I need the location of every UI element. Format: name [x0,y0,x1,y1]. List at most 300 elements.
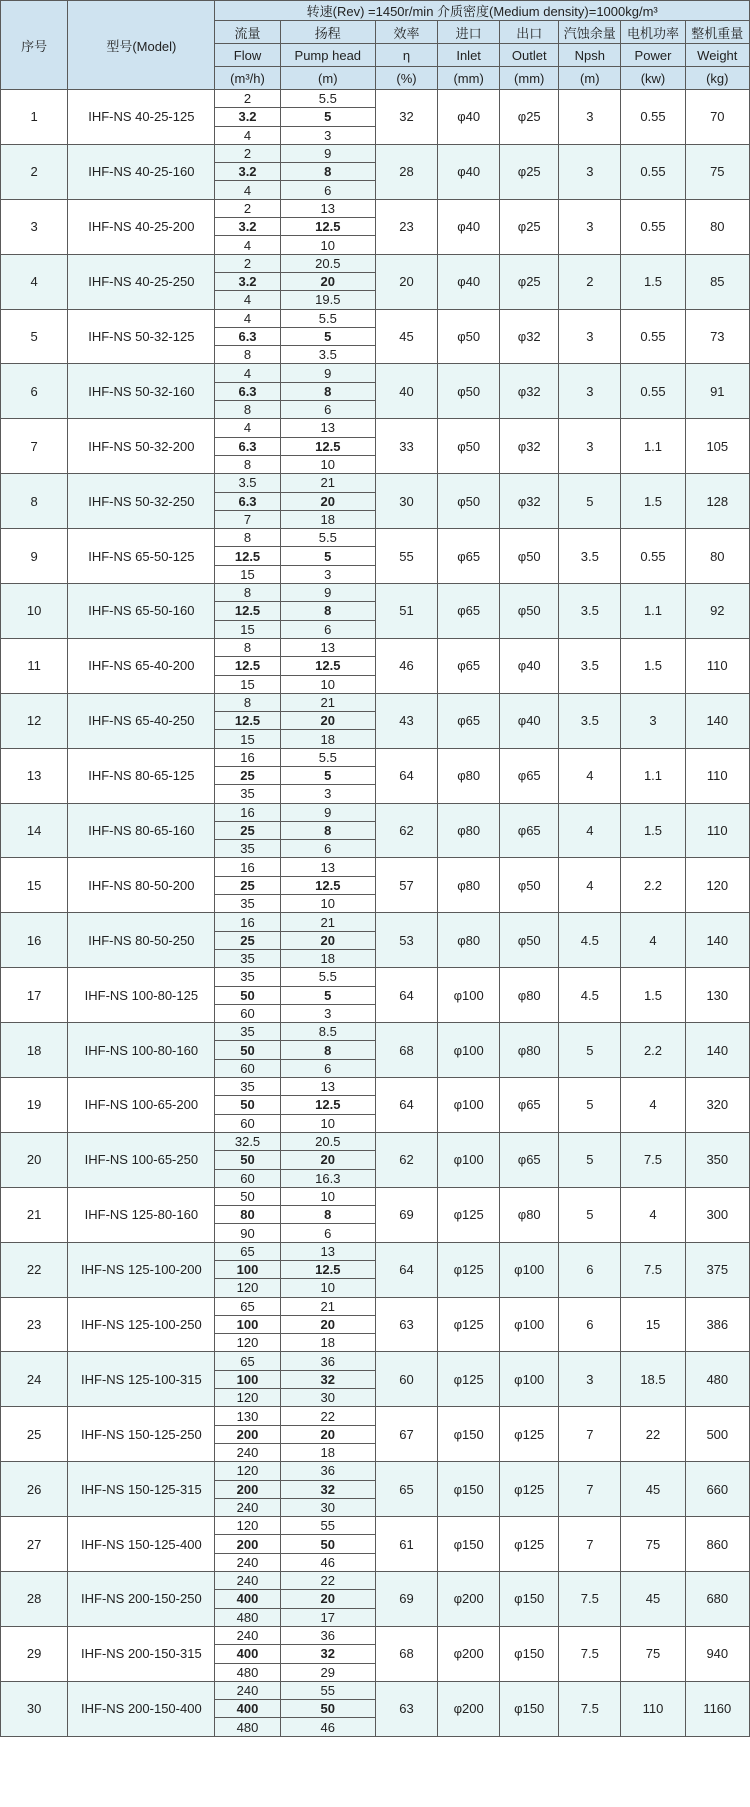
cell-outlet: φ80 [500,968,559,1023]
cell-head: 10 [280,455,375,473]
cell-eff: 69 [375,1187,437,1242]
cell-head: 5.5 [280,529,375,547]
cell-power: 4 [621,913,685,968]
cell-flow: 35 [215,1023,280,1041]
cell-flow: 4 [215,419,280,437]
cell-power: 1.5 [621,254,685,309]
cell-flow: 100 [215,1370,280,1388]
cell-power: 2.2 [621,858,685,913]
table-row [1,913,750,931]
cell-inlet: φ150 [438,1462,500,1517]
cell-power: 75 [621,1626,685,1681]
cell-outlet: φ100 [500,1352,559,1407]
cell-weight: 500 [685,1407,749,1462]
cell-seq: 15 [1,858,68,913]
cell-npsh: 3 [559,419,621,474]
cell-seq: 27 [1,1517,68,1572]
cell-head: 22 [280,1407,375,1425]
cell-model: IHF-NS 200-150-250 [68,1572,215,1627]
cell-seq: 23 [1,1297,68,1352]
header-eff-cn: 效率 [375,21,437,44]
cell-npsh: 3.5 [559,693,621,748]
cell-model: IHF-NS 80-65-160 [68,803,215,858]
cell-model: IHF-NS 80-65-125 [68,748,215,803]
cell-outlet: φ50 [500,584,559,639]
cell-eff: 53 [375,913,437,968]
cell-seq: 1 [1,90,68,145]
cell-eff: 43 [375,693,437,748]
cell-npsh: 4.5 [559,968,621,1023]
cell-power: 7.5 [621,1242,685,1297]
cell-flow: 16 [215,913,280,931]
cell-head: 20 [280,712,375,730]
cell-eff: 61 [375,1517,437,1572]
cell-seq: 2 [1,144,68,199]
cell-model: IHF-NS 150-125-250 [68,1407,215,1462]
cell-flow: 3.2 [215,163,280,181]
cell-head: 8 [280,163,375,181]
cell-weight: 92 [685,584,749,639]
cell-flow: 15 [215,565,280,583]
cell-weight: 320 [685,1078,749,1133]
cell-power: 0.55 [621,144,685,199]
cell-seq: 10 [1,584,68,639]
cell-npsh: 7.5 [559,1626,621,1681]
cell-weight: 110 [685,638,749,693]
cell-power: 45 [621,1572,685,1627]
cell-head: 50 [280,1700,375,1718]
header-seq: 序号 [1,1,68,90]
cell-weight: 120 [685,858,749,913]
table-row [1,90,750,108]
cell-weight: 110 [685,803,749,858]
cell-inlet: φ40 [438,199,500,254]
cell-flow: 130 [215,1407,280,1425]
cell-head: 8.5 [280,1023,375,1041]
cell-model: IHF-NS 65-50-160 [68,584,215,639]
header-weight-unit: (kg) [685,67,749,90]
cell-model: IHF-NS 50-32-200 [68,419,215,474]
cell-head: 22 [280,1572,375,1590]
cell-flow: 50 [215,1151,280,1169]
cell-eff: 64 [375,748,437,803]
cell-flow: 50 [215,1041,280,1059]
cell-power: 2.2 [621,1023,685,1078]
cell-eff: 51 [375,584,437,639]
cell-seq: 3 [1,199,68,254]
cell-outlet: φ32 [500,474,559,529]
header-inlet-en: Inlet [438,44,500,67]
cell-outlet: φ40 [500,693,559,748]
cell-head: 20 [280,1425,375,1443]
cell-weight: 860 [685,1517,749,1572]
table-row [1,474,750,492]
cell-flow: 16 [215,748,280,766]
cell-outlet: φ150 [500,1681,559,1736]
cell-model: IHF-NS 200-150-400 [68,1681,215,1736]
cell-power: 1.5 [621,638,685,693]
cell-seq: 18 [1,1023,68,1078]
cell-seq: 29 [1,1626,68,1681]
cell-head: 6 [280,181,375,199]
table-row [1,968,750,986]
cell-head: 20 [280,1590,375,1608]
header-outlet-en: Outlet [500,44,559,67]
cell-model: IHF-NS 100-80-160 [68,1023,215,1078]
cell-npsh: 5 [559,1078,621,1133]
cell-inlet: φ40 [438,144,500,199]
cell-flow: 120 [215,1279,280,1297]
cell-outlet: φ100 [500,1297,559,1352]
cell-model: IHF-NS 65-50-125 [68,529,215,584]
cell-outlet: φ32 [500,309,559,364]
cell-outlet: φ150 [500,1572,559,1627]
cell-seq: 6 [1,364,68,419]
cell-seq: 17 [1,968,68,1023]
cell-head: 6 [280,401,375,419]
cell-head: 55 [280,1517,375,1535]
cell-npsh: 4.5 [559,913,621,968]
cell-eff: 62 [375,803,437,858]
table-header [1,1,750,90]
cell-power: 4 [621,1187,685,1242]
cell-inlet: φ50 [438,474,500,529]
cell-head: 20.5 [280,1132,375,1150]
cell-model: IHF-NS 100-65-200 [68,1078,215,1133]
cell-npsh: 7.5 [559,1681,621,1736]
cell-flow: 3.2 [215,108,280,126]
cell-head: 18 [280,1334,375,1352]
cell-power: 1.1 [621,419,685,474]
cell-eff: 28 [375,144,437,199]
cell-flow: 200 [215,1480,280,1498]
cell-head: 8 [280,602,375,620]
cell-flow: 400 [215,1645,280,1663]
cell-flow: 15 [215,730,280,748]
cell-inlet: φ65 [438,638,500,693]
cell-outlet: φ80 [500,1023,559,1078]
header-head-unit: (m) [280,67,375,90]
cell-outlet: φ125 [500,1407,559,1462]
cell-flow: 7 [215,510,280,528]
cell-head: 13 [280,199,375,217]
cell-inlet: φ65 [438,584,500,639]
cell-weight: 386 [685,1297,749,1352]
header-inlet-unit: (mm) [438,67,500,90]
cell-head: 12.5 [280,657,375,675]
table-row [1,1517,750,1535]
cell-head: 9 [280,364,375,382]
cell-power: 1.1 [621,748,685,803]
cell-inlet: φ200 [438,1681,500,1736]
cell-flow: 4 [215,126,280,144]
cell-head: 3 [280,126,375,144]
header-power-unit: (kw) [621,67,685,90]
cell-seq: 20 [1,1132,68,1187]
cell-flow: 120 [215,1389,280,1407]
header-outlet-unit: (mm) [500,67,559,90]
cell-inlet: φ40 [438,254,500,309]
cell-seq: 21 [1,1187,68,1242]
header-outlet-cn: 出口 [500,21,559,44]
cell-flow: 200 [215,1535,280,1553]
cell-outlet: φ32 [500,364,559,419]
cell-flow: 60 [215,1114,280,1132]
cell-npsh: 5 [559,474,621,529]
cell-model: IHF-NS 50-32-250 [68,474,215,529]
cell-flow: 6.3 [215,327,280,345]
cell-inlet: φ125 [438,1352,500,1407]
cell-flow: 120 [215,1462,280,1480]
cell-weight: 105 [685,419,749,474]
cell-head: 12.5 [280,218,375,236]
table-row [1,254,750,272]
cell-flow: 60 [215,1169,280,1187]
cell-outlet: φ125 [500,1462,559,1517]
cell-inlet: φ65 [438,693,500,748]
cell-power: 0.55 [621,364,685,419]
table-row [1,1681,750,1699]
cell-flow: 35 [215,840,280,858]
cell-flow: 35 [215,1078,280,1096]
cell-eff: 33 [375,419,437,474]
cell-seq: 19 [1,1078,68,1133]
table-row [1,1132,750,1150]
cell-flow: 240 [215,1681,280,1699]
cell-npsh: 3 [559,1352,621,1407]
table-row [1,144,750,162]
cell-flow: 6.3 [215,492,280,510]
cell-flow: 25 [215,931,280,949]
cell-npsh: 5 [559,1187,621,1242]
cell-power: 0.55 [621,309,685,364]
cell-head: 5 [280,547,375,565]
cell-eff: 60 [375,1352,437,1407]
cell-head: 10 [280,236,375,254]
cell-flow: 480 [215,1663,280,1681]
cell-head: 13 [280,1078,375,1096]
header-npsh-cn: 汽蚀余量 [559,21,621,44]
cell-inlet: φ80 [438,748,500,803]
cell-outlet: φ50 [500,913,559,968]
cell-flow: 240 [215,1626,280,1644]
cell-seq: 25 [1,1407,68,1462]
table-row [1,803,750,821]
cell-head: 12.5 [280,1261,375,1279]
header-weight-en: Weight [685,44,749,67]
cell-outlet: φ25 [500,90,559,145]
cell-weight: 85 [685,254,749,309]
cell-head: 21 [280,474,375,492]
cell-eff: 20 [375,254,437,309]
cell-npsh: 6 [559,1297,621,1352]
cell-head: 13 [280,419,375,437]
cell-head: 12.5 [280,1096,375,1114]
cell-weight: 140 [685,693,749,748]
header-head-en: Pump head [280,44,375,67]
cell-flow: 4 [215,364,280,382]
cell-flow: 8 [215,529,280,547]
cell-eff: 46 [375,638,437,693]
cell-outlet: φ25 [500,254,559,309]
table-row [1,1023,750,1041]
table-row [1,529,750,547]
cell-flow: 35 [215,895,280,913]
cell-head: 13 [280,858,375,876]
cell-flow: 12.5 [215,657,280,675]
cell-head: 18 [280,1443,375,1461]
cell-npsh: 3 [559,364,621,419]
cell-npsh: 3 [559,144,621,199]
cell-model: IHF-NS 40-25-250 [68,254,215,309]
cell-flow: 65 [215,1242,280,1260]
cell-seq: 4 [1,254,68,309]
cell-outlet: φ50 [500,529,559,584]
cell-model: IHF-NS 150-125-315 [68,1462,215,1517]
cell-head: 5 [280,766,375,784]
cell-flow: 120 [215,1517,280,1535]
cell-inlet: φ150 [438,1517,500,1572]
cell-head: 21 [280,913,375,931]
cell-eff: 55 [375,529,437,584]
table-row [1,1572,750,1590]
cell-weight: 80 [685,199,749,254]
cell-inlet: φ200 [438,1572,500,1627]
cell-eff: 64 [375,1078,437,1133]
cell-head: 20 [280,272,375,290]
cell-head: 46 [280,1553,375,1571]
table-row [1,1626,750,1644]
cell-power: 1.5 [621,474,685,529]
cell-inlet: φ125 [438,1242,500,1297]
cell-head: 29 [280,1663,375,1681]
cell-head: 18 [280,730,375,748]
cell-head: 5.5 [280,748,375,766]
cell-flow: 2 [215,199,280,217]
cell-flow: 50 [215,1187,280,1205]
cell-flow: 480 [215,1608,280,1626]
cell-flow: 6.3 [215,437,280,455]
cell-head: 21 [280,1297,375,1315]
cell-inlet: φ125 [438,1187,500,1242]
header-npsh-en: Npsh [559,44,621,67]
cell-model: IHF-NS 50-32-125 [68,309,215,364]
cell-weight: 70 [685,90,749,145]
cell-eff: 69 [375,1572,437,1627]
cell-outlet: φ125 [500,1517,559,1572]
cell-head: 5 [280,986,375,1004]
cell-flow: 90 [215,1224,280,1242]
cell-weight: 130 [685,968,749,1023]
header-npsh-unit: (m) [559,67,621,90]
cell-head: 12.5 [280,876,375,894]
cell-head: 18 [280,949,375,967]
cell-weight: 300 [685,1187,749,1242]
cell-head: 10 [280,1279,375,1297]
cell-head: 3.5 [280,346,375,364]
cell-model: IHF-NS 200-150-315 [68,1626,215,1681]
cell-head: 17 [280,1608,375,1626]
cell-outlet: φ150 [500,1626,559,1681]
cell-power: 1.5 [621,968,685,1023]
cell-seq: 28 [1,1572,68,1627]
cell-outlet: φ100 [500,1242,559,1297]
cell-flow: 25 [215,821,280,839]
header-power-cn: 电机功率 [621,21,685,44]
cell-npsh: 7 [559,1462,621,1517]
cell-head: 16.3 [280,1169,375,1187]
cell-weight: 350 [685,1132,749,1187]
cell-npsh: 3 [559,309,621,364]
cell-head: 32 [280,1370,375,1388]
cell-inlet: φ50 [438,419,500,474]
table-row [1,584,750,602]
cell-npsh: 3.5 [559,638,621,693]
cell-head: 3 [280,565,375,583]
header-model: 型号(Model) [68,1,215,90]
cell-power: 3 [621,693,685,748]
cell-power: 45 [621,1462,685,1517]
cell-flow: 200 [215,1425,280,1443]
cell-weight: 73 [685,309,749,364]
cell-model: IHF-NS 125-80-160 [68,1187,215,1242]
cell-eff: 62 [375,1132,437,1187]
cell-weight: 940 [685,1626,749,1681]
cell-inlet: φ200 [438,1626,500,1681]
cell-head: 55 [280,1681,375,1699]
cell-model: IHF-NS 150-125-400 [68,1517,215,1572]
cell-flow: 50 [215,986,280,1004]
cell-weight: 91 [685,364,749,419]
cell-outlet: φ25 [500,199,559,254]
cell-head: 6 [280,840,375,858]
cell-power: 1.1 [621,584,685,639]
header-eff-unit: (%) [375,67,437,90]
cell-head: 9 [280,584,375,602]
cell-inlet: φ100 [438,1023,500,1078]
cell-flow: 8 [215,401,280,419]
cell-head: 6 [280,620,375,638]
cell-weight: 140 [685,913,749,968]
table-row [1,309,750,327]
cell-flow: 240 [215,1498,280,1516]
cell-inlet: φ150 [438,1407,500,1462]
cell-seq: 16 [1,913,68,968]
cell-head: 8 [280,382,375,400]
cell-flow: 8 [215,693,280,711]
header-inlet-cn: 进口 [438,21,500,44]
cell-npsh: 7 [559,1407,621,1462]
cell-inlet: φ65 [438,529,500,584]
cell-power: 15 [621,1297,685,1352]
cell-head: 18 [280,510,375,528]
cell-flow: 3.5 [215,474,280,492]
cell-outlet: φ25 [500,144,559,199]
cell-eff: 23 [375,199,437,254]
cell-flow: 3.2 [215,272,280,290]
cell-outlet: φ65 [500,748,559,803]
cell-weight: 80 [685,529,749,584]
header-eff-en: η [375,44,437,67]
table-row [1,364,750,382]
cell-weight: 1160 [685,1681,749,1736]
cell-head: 12.5 [280,437,375,455]
cell-model: IHF-NS 100-65-250 [68,1132,215,1187]
table-row [1,1242,750,1260]
cell-model: IHF-NS 40-25-125 [68,90,215,145]
cell-seq: 8 [1,474,68,529]
cell-eff: 68 [375,1626,437,1681]
